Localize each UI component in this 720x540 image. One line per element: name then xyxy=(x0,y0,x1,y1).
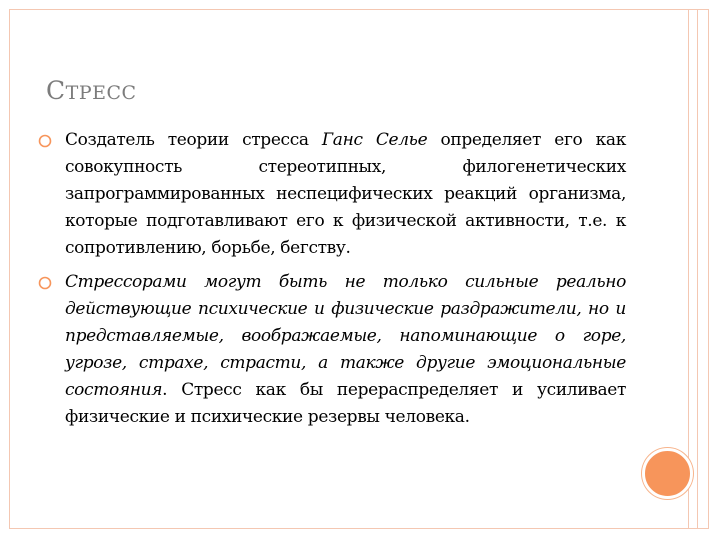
slide-side-band xyxy=(688,9,698,529)
circle-ring-bullet-icon xyxy=(38,276,52,290)
slide-content xyxy=(28,127,626,438)
slide-title-rest: ТРЕСС xyxy=(65,82,137,104)
bullet-text-part: Ганс Селье xyxy=(321,130,428,150)
circle-ring-bullet-icon xyxy=(38,134,52,148)
bullet-item xyxy=(28,127,626,262)
bullet-text-part: Создатель теории стресса xyxy=(65,130,322,150)
bullet-item xyxy=(28,269,626,431)
orange-circle-decor-icon xyxy=(642,448,693,499)
slide-title xyxy=(46,76,137,105)
slide-title-initial: С xyxy=(46,76,66,105)
bullet-text-part: . Стресс как бы перераспределяет и усиливает физические и психические резервы человека. xyxy=(65,380,626,427)
bullet-text-part: Стрессорами могут быть не только сильные реально действующие психические и физические раздражители, но и представляемые, воображаемые, напоминающие о горе, угрозе, страхе, страсти, а также другие эмоциональные состояния xyxy=(65,272,626,400)
bullet-text-part: определяет его как совокупность стереотипных, филогенетических запрограммированных неспецифических реакций организма, которые подготавливают его к физической активности, т.е. к сопротивлению, борьбе, бегству. xyxy=(65,130,626,258)
bullet-text xyxy=(65,269,626,431)
bullet-text xyxy=(65,127,626,262)
